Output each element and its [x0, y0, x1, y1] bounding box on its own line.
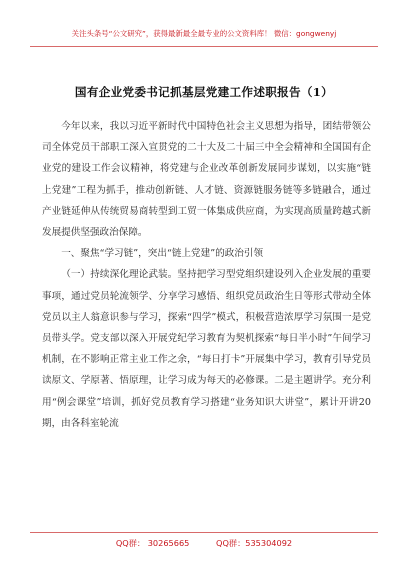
header-banner: 关注头条号“公文研究”，获得最新最全最专业的公文资料库！ 微信：gongwenyj — [71, 29, 337, 38]
footer-qq-group-2: QQ群：535304092 — [216, 538, 293, 548]
footer-qq-group-1: QQ群： 30265665 — [115, 538, 190, 548]
header-divider — [30, 46, 378, 47]
document-body — [42, 116, 371, 434]
paragraph-theory-study: （一）持续深化理论武装。坚持把学习型党组织建设列入企业发展的重要事项，通过党员轮流领学、分享学习感悟、组织党员政治生日等形式带动全体党员以主人翁意识参与学习，探索“四学”模式，积极营造浓厚学习氛围一是党员带头学。党支部以深入开展党纪学习教育为契机探索“每日半小时”午间学习机制，在不影响正常主业工作之余，“每日打卡”开展集中学习，教育引导党员读原文、学原著、悟原理，让学习成为每天的必修课。二是主题讲学。充分利用“例会课堂”培训，抓好党员教育学习搭建“业务知识大讲堂”，累计开讲20期，由各科室轮流 — [42, 269, 371, 429]
paragraph-intro: 今年以来，我以习近平新时代中国特色社会主义思想为指导，团结带领公司全体党员干部职工深入宣贯党的二十大及二十届三中全会精神和全国国有企业党的建设工作会议精神，将党建与企业改革创新发展同步谋划，以实施“链上党建”工程为抓手，推动创新链、人才链、资源链服务链等多链融合，通过产业链延伸从传统贸易商转型到工贸一体集成供应商，为实现高质量跨越式新发展提供坚强政治保障。 — [42, 121, 371, 239]
section-heading-1: 一、聚焦“学习链”，突出“链上党建”的政治引领 — [61, 248, 264, 260]
footer-contact — [0, 538, 408, 549]
footer-divider — [30, 532, 378, 533]
document-title: 国有企业党委书记抓基层党建工作述职报告（1） — [74, 85, 334, 99]
